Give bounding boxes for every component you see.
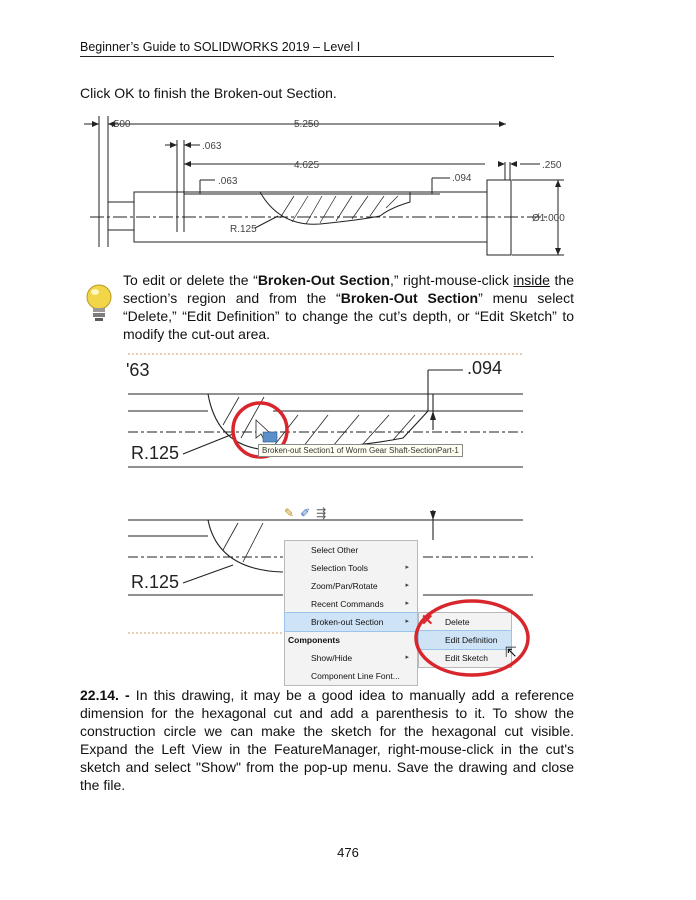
step-text: In this drawing, it may be a good idea to manually add a reference dimension for the hexagonal cut and add a parenthesis to it. To show the construction circle we can make the sketch for the hexagonal cut visible. Expand the Left View in the FeatureManager, right-mouse-click in the cut's sketch and select "Show" from the pop-up menu. Save the drawing and close the file. [80,687,574,793]
menu-item-zoom-pan-rotate[interactable] [285,577,417,595]
submenu-arrow-icon: ▸ [405,618,409,625]
tip-bold-2: Broken-Out Section [340,290,479,306]
submenu-arrow-icon: ▸ [405,564,409,571]
tip-underline: inside [513,272,550,288]
tip-paragraph [123,271,574,343]
menu-item-label: Select Other [311,545,359,555]
zoom1-dim-094: .094 [467,358,503,378]
feature-tooltip: Broken-out Section1 of Worm Gear Shaft-SectionPart-1 [258,444,463,457]
submenu-item-label: Delete [445,617,470,627]
dim-5250: 5.250 [294,119,320,130]
menu-item-label: Zoom/Pan/Rotate [311,581,378,591]
dim-063-top: .063 [202,141,222,152]
submenu-item-label: Edit Sketch [445,653,488,663]
menu-item-label: Show/Hide [311,653,353,663]
submenu-arrow-icon: ▸ [405,600,409,607]
edit-feature-icon[interactable]: ✎ [284,506,295,520]
menu-item-select-other[interactable] [285,541,417,559]
submenu-arrow-icon: ▸ [405,654,409,661]
tip-text-2: ,” right-mouse-click [389,272,514,288]
shaft-drawing [80,112,580,262]
dim-4625: 4.625 [294,160,320,171]
step-paragraph [80,686,574,794]
submenu-item-label: Edit Definition [445,635,498,645]
submenu-arrow-icon: ▸ [405,582,409,589]
dim-r125: R.125 [230,224,257,235]
menu-item-label: Recent Commands [311,599,384,609]
zoom2-r125: R.125 [131,572,180,592]
menu-item-label: Components [288,635,340,645]
menu-item-recent-commands[interactable] [285,595,417,613]
menu-item-selection-tools[interactable] [285,559,417,577]
dim-250: .250 [542,160,562,171]
tip-text-1: To edit or delete the “ [123,272,258,288]
menu-item-show-hide[interactable] [285,649,417,667]
menu-item-label: Selection Tools [311,563,369,573]
mouse-cursor-icon: ⇱ [505,644,517,660]
delete-x-icon: ✕ [421,612,434,629]
dim-063-left: .063 [218,176,238,187]
edit-sketch-icon[interactable]: ✐ [300,506,311,520]
zoom1-r125: R.125 [131,443,180,463]
dim-diameter: Ø1.000 [532,213,565,224]
tip-bold-1: Broken-Out Section [257,272,390,288]
menu-item-components[interactable] [285,631,417,649]
dim-500: .500 [111,119,131,130]
menu-item-label: Component Line Font... [311,671,400,681]
page-number: 476 [337,845,359,860]
lightbulb-icon [84,282,114,326]
context-menu [284,540,418,686]
menu-item-component-line-font[interactable] [285,667,417,685]
tip-text-3: the section’s region and from the “ [123,272,574,306]
header-rule [80,56,554,57]
context-toolbar [284,506,326,520]
menu-item-broken-out-section[interactable] [285,613,417,631]
intro-text: Click OK to finish the Broken-out Section. [80,85,337,101]
step-number: 22.14. - [80,687,130,703]
dim-094: .094 [452,173,472,184]
running-header: Beginner’s Guide to SOLIDWORKS 2019 – Level I [80,40,361,54]
parent-child-icon[interactable]: ⇶ [316,506,327,520]
tip-text-4: ” menu select “Delete,” “Edit Definition” to change the cut’s depth, or “Edit Sketch” to modify the cut-out area. [123,290,574,342]
zoom1-dim-left: '63 [126,360,150,380]
highlight-ellipse-2 [412,596,532,680]
menu-item-label: Broken-out Section [311,617,384,627]
